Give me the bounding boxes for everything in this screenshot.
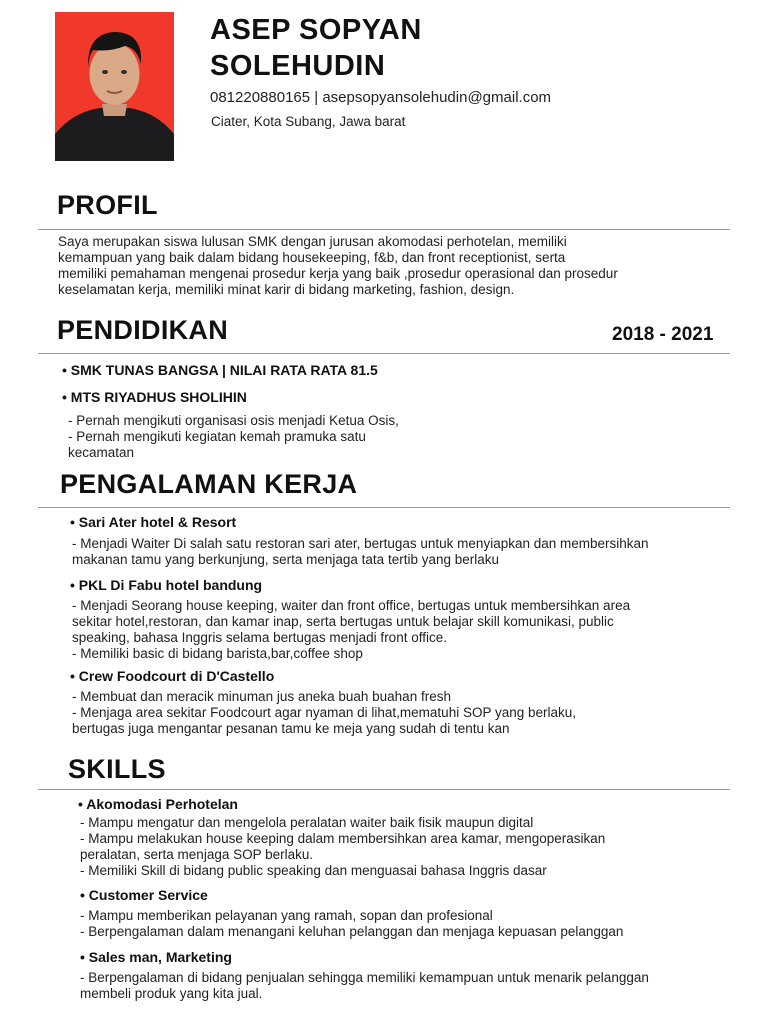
skill-line: - Mampu memberikan pelayanan yang ramah, sopan dan profesional bbox=[80, 908, 493, 923]
skill-title-sales: • Sales man, Marketing bbox=[80, 949, 232, 965]
job-desc-pkl-fabu bbox=[72, 598, 630, 662]
education-details bbox=[68, 413, 399, 461]
job-line: - Memiliki basic di bidang barista,bar,coffee shop bbox=[72, 646, 363, 661]
profile-photo bbox=[55, 12, 174, 161]
skill-desc-customer-service bbox=[80, 908, 623, 940]
profil-divider bbox=[38, 229, 730, 230]
pengalaman-heading: PENGALAMAN KERJA bbox=[60, 469, 358, 499]
skill-line: - Berpengalaman dalam menangani keluhan pelanggan dan menjaga kepuasan pelanggan bbox=[80, 924, 624, 939]
skill-line: peralatan, serta menjaga SOP berlaku. bbox=[80, 847, 314, 862]
job-desc-sari-ater bbox=[72, 536, 649, 568]
profil-line: keselamatan kerja, memiliki minat karir di bidang marketing, fashion, design. bbox=[58, 282, 515, 297]
skill-desc-sales bbox=[80, 970, 649, 1002]
education-detail-line: - Pernah mengikuti organisasi osis menjadi Ketua Osis, bbox=[68, 413, 399, 428]
job-line: speaking, bahasa Inggris selama bertugas menjadi front office. bbox=[72, 630, 447, 645]
name-line-1: ASEP SOPYAN bbox=[210, 14, 422, 46]
profil-text bbox=[58, 234, 618, 298]
job-title-dcastello: • Crew Foodcourt di D'Castello bbox=[70, 668, 275, 684]
skill-line: - Mampu melakukan house keeping dalam membersihkan area kamar, mengoperasikan bbox=[80, 831, 606, 846]
skill-line: - Berpengalaman di bidang penjualan sehingga memiliki kemampuan untuk menarik pelanggan bbox=[80, 970, 649, 985]
profil-heading: PROFIL bbox=[57, 190, 158, 220]
job-line: sekitar hotel,restoran, dan kamar inap, serta bertugas untuk belajar skill komunikasi, public bbox=[72, 614, 614, 629]
profil-line: kemampuan yang baik dalam bidang housekeeping, f&b, dan front receptionist, serta bbox=[58, 250, 566, 265]
job-line: - Menjaga area sekitar Foodcourt agar nyaman di lihat,mematuhi SOP yang berlaku, bbox=[72, 705, 577, 720]
skill-line: - Mampu mengatur dan mengelola peralatan waiter baik fisik maupun digital bbox=[80, 815, 534, 830]
profil-line: Saya merupakan siswa lulusan SMK dengan jurusan akomodasi perhotelan, memiliki bbox=[58, 234, 567, 249]
job-line: makanan tamu yang berkunjung, serta menjaga tata tertib yang berlaku bbox=[72, 552, 500, 567]
name-line-2: SOLEHUDIN bbox=[210, 50, 386, 82]
job-line: - Membuat dan meracik minuman jus aneka buah buahan fresh bbox=[72, 689, 451, 704]
job-desc-dcastello bbox=[72, 689, 576, 737]
skill-line: membeli produk yang kita jual. bbox=[80, 986, 263, 1001]
skill-title-akomodasi: • Akomodasi Perhotelan bbox=[78, 796, 238, 812]
pendidikan-divider bbox=[38, 353, 730, 354]
job-line: bertugas juga mengantar pesanan tamu ke meja yang sudah di tentu kan bbox=[72, 721, 510, 736]
skill-title-customer-service: • Customer Service bbox=[80, 887, 208, 903]
education-detail-line: kecamatan bbox=[68, 445, 135, 460]
education-years: 2018 - 2021 bbox=[612, 324, 714, 345]
education-detail-line: - Pernah mengikuti kegiatan kemah pramuka satu bbox=[68, 429, 366, 444]
contact-info: 081220880165 | asepsopyansolehudin@gmail.com bbox=[210, 89, 552, 106]
job-line: - Menjadi Seorang house keeping, waiter dan front office, bertugas untuk membersihkan area bbox=[72, 598, 631, 613]
job-title-sari-ater: • Sari Ater hotel & Resort bbox=[70, 514, 237, 530]
job-line: - Menjadi Waiter Di salah satu restoran sari ater, bertugas untuk menyiapkan dan membersihkan bbox=[72, 536, 649, 551]
address: Ciater, Kota Subang, Jawa barat bbox=[211, 114, 406, 129]
education-item-mts: • MTS RIYADHUS SHOLIHIN bbox=[62, 389, 247, 405]
skills-heading: SKILLS bbox=[68, 754, 166, 784]
pengalaman-divider bbox=[38, 507, 730, 508]
education-item-smk: • SMK TUNAS BANGSA | NILAI RATA RATA 81.5 bbox=[62, 362, 378, 378]
skills-divider bbox=[38, 789, 730, 790]
profil-line: memiliki pemahaman mengenai prosedur kerja yang baik ,prosedur operasional dan prosedur bbox=[58, 266, 618, 281]
skill-line: - Memiliki Skill di bidang public speaking dan menguasai bahasa Inggris dasar bbox=[80, 863, 547, 878]
skill-desc-akomodasi bbox=[80, 815, 605, 879]
pendidikan-heading: PENDIDIKAN bbox=[57, 315, 229, 345]
job-title-pkl-fabu: • PKL Di Fabu hotel bandung bbox=[70, 577, 263, 593]
